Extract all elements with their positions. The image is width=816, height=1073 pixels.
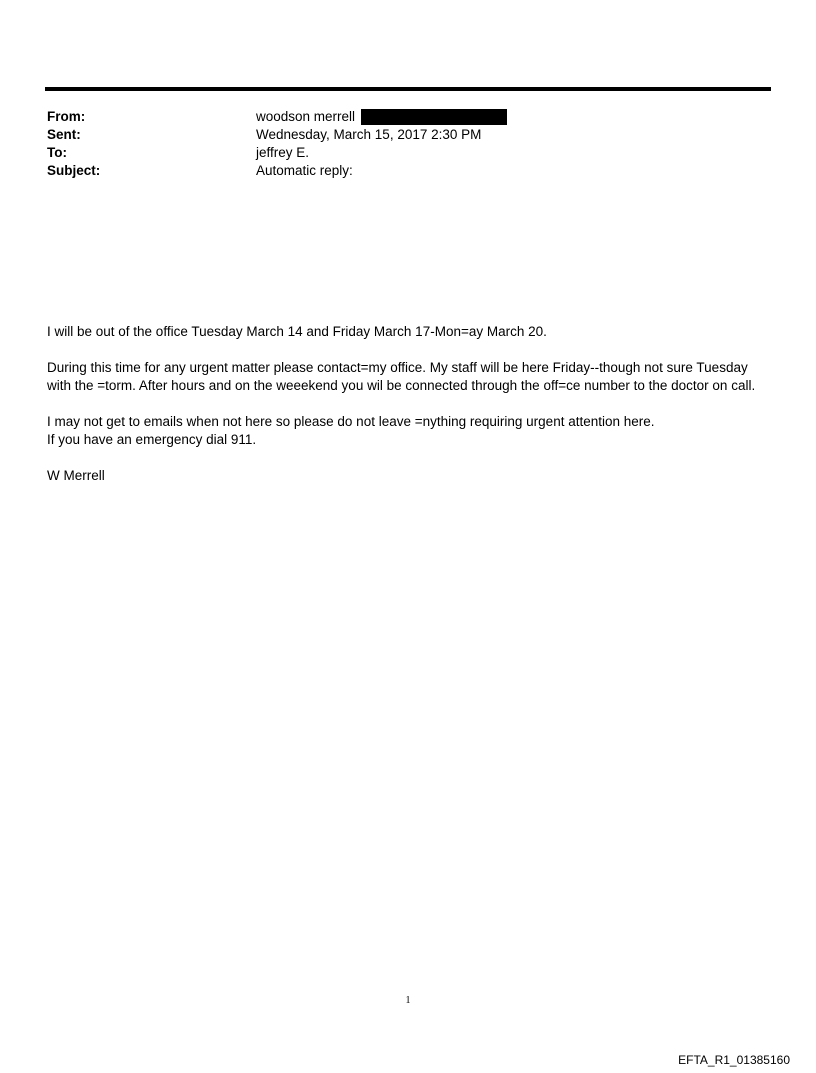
email-header: [47, 108, 767, 180]
body-paragraph-3: I may not get to emails when not here so please do not leave =nything requiring urgent attention here.: [47, 414, 655, 429]
from-row: [47, 108, 767, 126]
from-label: From:: [47, 109, 86, 124]
header-divider: [45, 87, 771, 91]
page-number: 1: [405, 995, 411, 1006]
to-row: [47, 144, 767, 162]
from-value: woodson merrell: [256, 109, 356, 124]
subject-label: Subject:: [47, 163, 101, 178]
from-value-wrap: [256, 108, 507, 126]
body-paragraph-4: If you have an emergency dial 911.: [47, 432, 257, 447]
email-body: [47, 323, 767, 503]
to-value: jeffrey E.: [256, 145, 310, 160]
body-paragraph-1: I will be out of the office Tuesday March 14 and Friday March 17-Mon=ay March 20.: [47, 324, 547, 339]
subject-row: [47, 162, 767, 180]
signature: W Merrell: [47, 468, 105, 483]
bates-number: EFTA_R1_01385160: [678, 1053, 790, 1067]
redaction-box: [361, 109, 507, 125]
sent-value: Wednesday, March 15, 2017 2:30 PM: [256, 127, 482, 142]
to-label: To:: [47, 145, 67, 160]
subject-value: Automatic reply:: [256, 163, 353, 178]
sent-row: [47, 126, 767, 144]
body-paragraph-2: During this time for any urgent matter please contact=my office. My staff will be here Friday--though not sure Tuesday with the =torm. After hours and on the weeekend you wil be connected through the off=ce number to the doctor on call.: [47, 360, 756, 393]
sent-label: Sent:: [47, 127, 81, 142]
